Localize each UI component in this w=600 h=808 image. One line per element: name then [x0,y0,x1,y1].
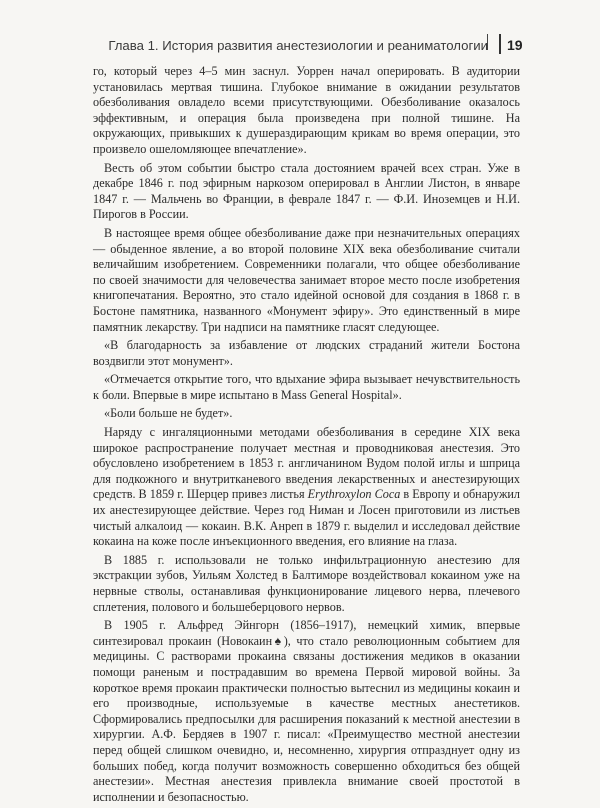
header-divider [499,34,501,54]
paragraph: В 1885 г. использовали не только инфильтрационную анестезию для экстракции зубов, Уильям Холстед в Балтиморе воздействовал кокаином уже на нервные стволы, останавливая функционирование лицевого нерва, плечевого сплетения, полового и большеберцового нервов. [93,552,520,614]
paragraph: Весть об этом событии быстро стала достоянием врачей всех стран. Уже в декабре 1846 г. под эфирным наркозом оперировал в Англии Листон, в январе 1847 г. — Мальчень во Франции, в феврале 1847 г. — Ф.И. Иноземцев и Н.И. Пирогов в России. [93,160,520,222]
main-text [93,64,520,808]
paragraph: В настоящее время общее обезболивание даже при незначительных операциях — обыденное явление, а во второй половине XIX века обезболивание считали величайшим изобретением. Современники полагали, что общее обезболивание по своей значимости для человечества занимает второе место после изобретения книгопечатания. Вероятно, это стало идейной основой для создания в 1868 г. в Бостоне памятника, названного «Монумент эфиру». Это единственный в мире памятник лекарству. Три надписи на памятнике гласят следующее. [93,225,520,334]
paragraph: В 1905 г. Альфред Эйнгорн (1856–1917), немецкий химик, впервые синтезировал прокаин (Новокаин♠), что стало революционным событием для медицины. С растворами прокаина связаны достижения медиков в оказании помощи раненым и пострадавшим во времена Первой мировой войны. За короткое время прокаин практически полностью вытеснил из медицины кокаин и его производные, используемые в качестве местных анестетиков. Сформировались предпосылки для расширения показаний к местной анестезии в хирургии. А.Ф. Бердяев в 1907 г. писал: «Преимущество местной анестезии перед общей слишком очевидно, и, несомненно, хирургия отпразднует одну из больших побед, когда получит возможность совершенно обходиться без общей анестезии». Местная анестезия привлекла внимание своей простотой в исполнении и безопасностью. [93,618,520,804]
italic-term: Erythroxylon Coca [307,487,401,502]
running-header [0,34,600,56]
paragraph-text: Наряду с ингаляционными методами обезболивания в середине XIX века широкое распространение получает местная и проводниковая анестезия. Это обусловлено изобретением в 1853 г. англичанином Вудом полой иглы и шприца для подкожного и внутритканевого введения лекарственных и анестезирующих средств. В 1859 г. Шерцер привез листья [93,425,520,502]
paragraph: го, который через 4–5 мин заснул. Уоррен начал оперировать. В аудитории установилась мертвая тишина. Глубокое внимание в ожидании результатов обезболивания овладело всеми присутствующими. Обезболивание оказалось эффективным, и операция была произведена при полной тишине. На окружающих, привыкших к душераздирающим крикам во время операции, это произвело ошеломляющее впечатление». [93,64,520,156]
paragraph: «Боли больше не будет». [104,406,233,421]
paragraph-text: в Европу и обнаружил их анестезирующее действие. Через год Ниман и Лосен приготовили из листьев чистый алкалоид — кокаин. В.К. Анреп в 1879 г. выделил и исследовал действие кокаина на коже после инъекционного введения, его влияние на глаза. [93,487,521,549]
paragraph: «Отмечается открытие того, что вдыхание эфира вызывает нечувствительность к боли. Впервые в мире испытано в Mass General Hospital». [93,372,520,402]
paragraph: «В благодарность за избавление от людских страданий жители Бостона воздвигли этот монумент». [93,338,520,368]
paragraph [93,425,520,550]
chapter-title: Глава 1. История развития анестезиологии и реаниматологии [108,38,488,53]
page-number: 19 [507,37,523,53]
